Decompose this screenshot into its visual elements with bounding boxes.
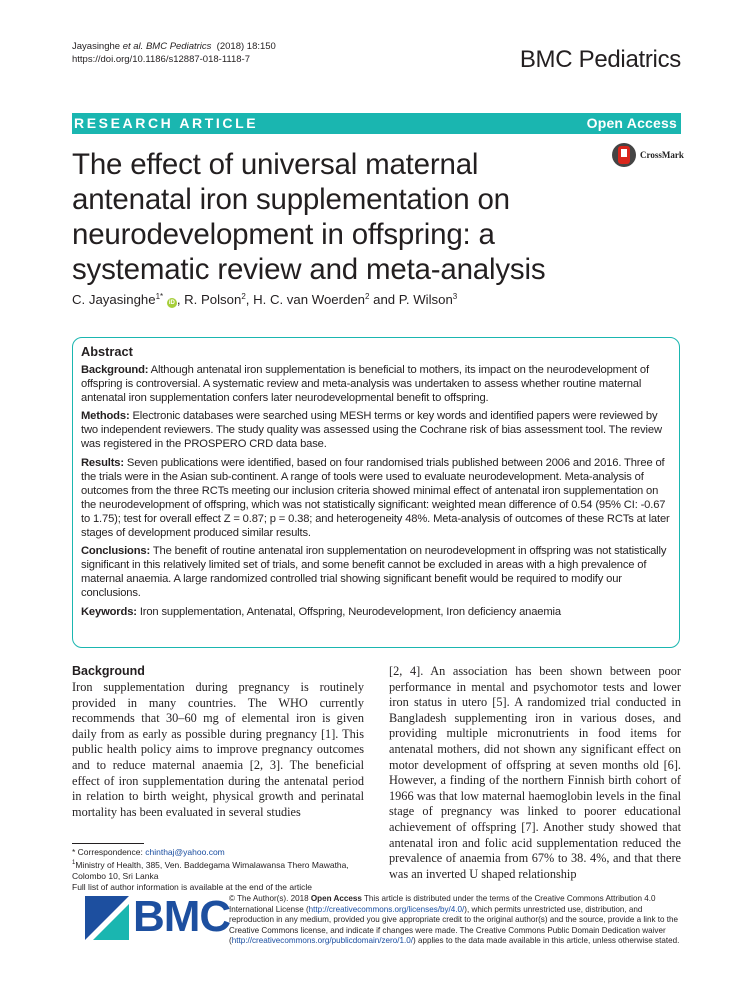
citation-etal: et al. BMC Pediatrics — [122, 41, 212, 52]
author-affiliation: 2 — [241, 292, 246, 301]
license-text: ) applies to the data made available in this article, unless otherwise stated. — [413, 936, 680, 946]
author-affiliation: 2 — [365, 292, 370, 301]
affiliation-sup: 1 — [72, 860, 76, 867]
author-info-note: Full list of author information is available at the end of the article — [72, 882, 313, 893]
citation-header — [72, 40, 276, 66]
body-column-right: [2, 4]. An association has been shown between poor performance in mental and psychomotor tests and lower iron status in utero [5]. A randomized trial conducted in Bangladesh supplementing iron in various doses, and providing multiple micronutrients in food items for antenatal mothers, did not shown any significant effect on motor development of offspring at seven months old [6]. However, a finding of the northern Finnish birth cohort of 1966 was that low maternal haemoglobin levels in the final stage of pregnancy was linked to poorer educational achievement of offspring [7]. Another study showed that antenatal iron and folic acid supplementation reduced the prevalence of anaemia from 67% to 38. 4%, and that there was an inverted U shaped relationship — [389, 664, 681, 881]
body-column-left: Iron supplementation during pregnancy is routinely provided in many countries. The WHO currently recommends that 30–60 mg of elemental iron is given daily from as early as possible during pregnancy [1]. This public health policy aims to improve pregnancy outcomes and to reduce maternal anaemia [2, 3]. The beneficial effect of iron supplementation during the antenatal period in relation to birth weight, physical growth and perinatal mortality has been evaluated in several studies — [72, 680, 364, 819]
author-name: , H. C. van Woerden — [245, 292, 366, 307]
journal-name: BMC Pediatrics — [519, 46, 681, 73]
abstract-conclusions: Conclusions: The benefit of routine antenatal iron supplementation on neurodevelopment in offspring was not statistically significant in this relatively limited set of trials, and some benefit cannot be excluded in areas with a high prevalence of maternal anaemia. A large randomized controlled trial showing significant benefit would be required to modify our conclusions. — [81, 545, 667, 600]
public-domain-link[interactable]: http://creativecommons.org/publicdomain/zero/1.0/ — [231, 936, 414, 946]
abstract-heading: Abstract — [81, 344, 133, 359]
doi-link[interactable]: https://doi.org/10.1186/s12887-018-1118-7 — [72, 54, 250, 65]
affiliation-text: Ministry of Health, 385, Ven. Baddegama Wimalawansa Thero Mawatha, Colombo 10, Sri Lanka — [72, 860, 349, 882]
open-access-label: Open Access — [586, 115, 677, 131]
footnote — [72, 843, 364, 894]
author-name: C. Jayasinghe — [72, 292, 156, 307]
crossmark-icon — [612, 143, 636, 167]
email-link[interactable]: chinthaj@yahoo.com — [145, 847, 225, 857]
abstract-box — [72, 337, 680, 648]
crossmark-label: CrossMark — [640, 150, 684, 160]
copyright-text: © The Author(s). 2018 — [229, 894, 311, 903]
open-access-bold: Open Access — [310, 894, 362, 903]
abstract-background: Background: Although antenatal iron supplementation is beneficial to mothers, its impact on the neurodevelopment of offspring is controversial. A systematic review and meta-analysis was undertaken to assess whether routine maternal antenatal iron supplementation confers later neurodevelopmental benefit to offspring. — [81, 364, 649, 405]
bmc-logo-icon — [85, 896, 129, 940]
license-text: ), which permits unrestricted use, distribution, and reproduction in any medium, provided you give appropriate credit to the original author(s) and the source, provide a link to the Creative Commons license, and indicate if changes were made. The Creative Commons Public Domain Dedication waiver ( — [229, 904, 679, 946]
crossmark-badge[interactable] — [612, 142, 682, 170]
section-heading-background: Background — [72, 664, 145, 678]
license-text: This article is distributed under the terms of the Creative Commons Attribution 4.0 International License ( — [229, 894, 656, 914]
author-name: , R. Polson — [176, 292, 242, 307]
article-title: The effect of universal maternal antenatal iron supplementation on neurodevelopment in offspring: a systematic review and meta-analysis — [72, 148, 546, 286]
correspondence-label: * Correspondence: — [72, 847, 146, 857]
author-list — [72, 292, 457, 308]
author-name: and P. Wilson — [369, 292, 453, 307]
bmc-logo-text: BMC — [133, 892, 231, 941]
license-statement — [229, 894, 681, 947]
article-type-banner — [72, 113, 681, 134]
license-link[interactable]: http://creativecommons.org/licenses/by/4.0/ — [308, 904, 465, 914]
research-article-label: RESEARCH ARTICLE — [74, 115, 259, 131]
citation-author: Jayasinghe — [72, 41, 123, 52]
author-affiliation: 3 — [452, 292, 458, 301]
abstract-results: Results: Seven publications were identified, based on four randomised trials published between 2006 and 2016. Three of the trials were in the Asian sub-continent. A range of tools were used to evaluate neurodevelopment. Meta-analysis of outcomes from the three RCTs meeting our inclusion criteria showed minimal effect of antenatal iron supplementation on the neurodevelopment of offspring, which was not statistically significant: weighted mean difference of 0.54 (95% CI: -0.67 to 1.75); test for overall effect Z = 0.87; p = 0.38; and heterogeneity 48%. Meta-analysis of outcomes of these RCTs at later stages of development produced similar results. — [81, 456, 670, 540]
footnote-rule — [72, 843, 144, 844]
bmc-logo — [85, 892, 231, 947]
author-affiliation: 1* — [155, 292, 164, 301]
orcid-icon[interactable]: iD — [168, 300, 175, 306]
abstract-keywords: Keywords: Iron supplementation, Antenatal, Offspring, Neurodevelopment, Iron deficiency anaemia — [81, 605, 561, 618]
abstract-methods: Methods: Electronic databases were searched using MESH terms or key words and identified papers were reviewed by two independent reviewers. The study quality was assessed using the Cochrane risk of bias assessment tool. The review was registered in the PROSPERO CRD data base. — [81, 410, 662, 451]
citation-volume: (2018) 18:150 — [211, 41, 276, 52]
